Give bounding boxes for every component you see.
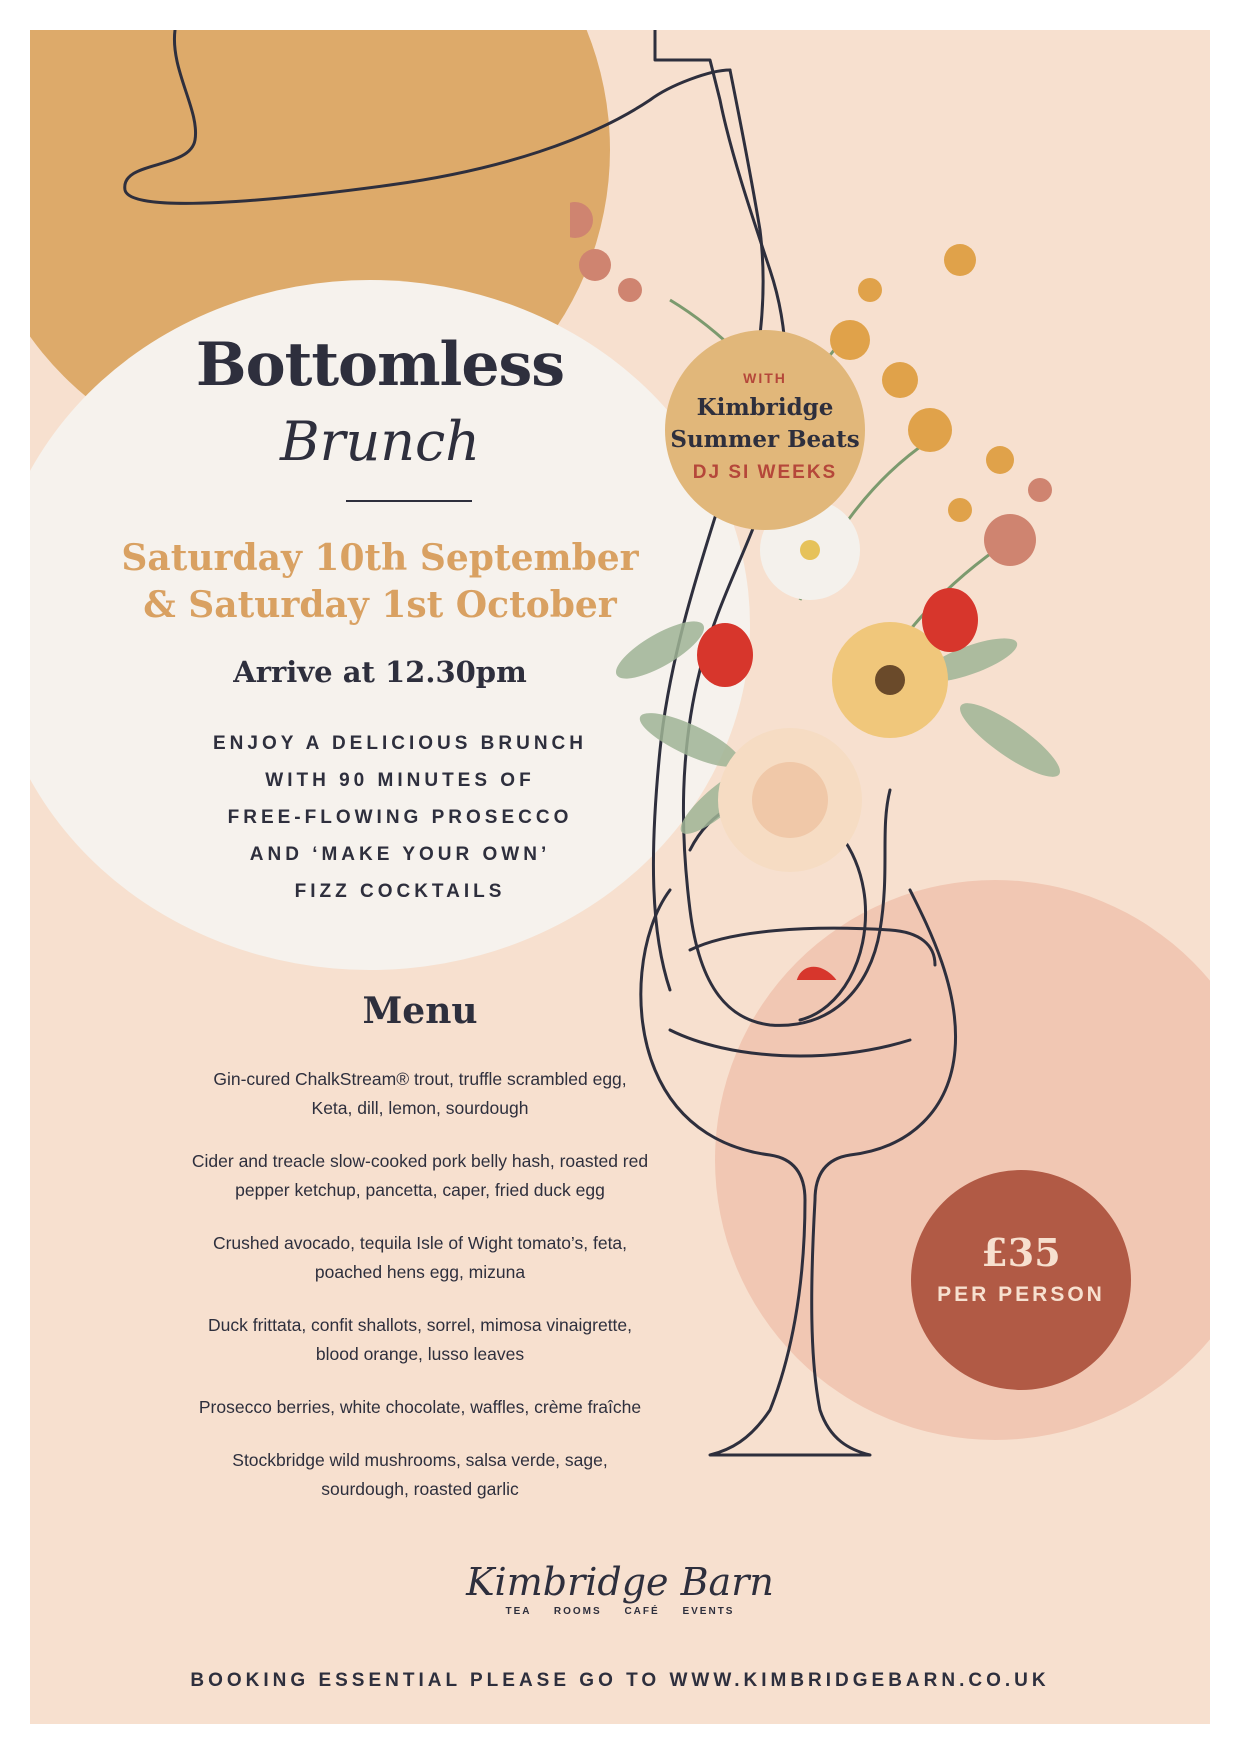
menu-item-line-2: sourdough, roasted garlic (321, 1479, 519, 1499)
event-name-line-1: Kimbridge (696, 394, 834, 421)
menu-item-line-2: poached hens egg, mizuna (314, 1262, 526, 1282)
event-name-line-2: Summer Beats (670, 426, 860, 453)
intro-text (200, 725, 600, 910)
intro-line-3: FREE-FLOWING PROSECCO (227, 807, 573, 828)
menu-item-line-2: blood orange, lusso leaves (315, 1344, 525, 1364)
logo-tagline: TEA ROOMS CAFÉ EVENTS (505, 1606, 735, 1617)
intro-line-1: ENJOY A DELICIOUS BRUNCH (213, 733, 587, 754)
menu-item-line-1: Crushed avocado, tequila Isle of Wight tomato’s, feta, (212, 1233, 628, 1253)
booking-info: BOOKING ESSENTIAL PLEASE GO TO WWW.KIMBRIDGEBARN.CO.UK (190, 1670, 1050, 1691)
menu-item-line-1: Cider and treacle slow-cooked pork belly hash, roasted red (191, 1151, 649, 1171)
arrival-time: Arrive at 12.30pm (233, 655, 527, 689)
title-brunch: Brunch (279, 410, 481, 473)
event-name (665, 392, 865, 456)
menu-item (150, 1229, 690, 1287)
date-line-1: Saturday 10th September (121, 537, 639, 579)
logo-name: Kimbridge Barn (466, 1560, 774, 1604)
title-divider (346, 500, 472, 502)
title-bottomless: Bottomless (195, 330, 565, 400)
event-dates (100, 535, 660, 629)
price-badge (911, 1170, 1131, 1390)
floral-bouquet-illustration (570, 180, 1210, 980)
menu-item (150, 1393, 690, 1422)
menu-item-line-2: pepper ketchup, pancetta, caper, fried duck egg (235, 1180, 605, 1200)
price-amount: £35 (981, 1230, 1061, 1275)
menu-item-line-2: Keta, dill, lemon, sourdough (311, 1098, 529, 1118)
menu-item (150, 1065, 690, 1123)
date-line-2: & Saturday 1st October (143, 584, 617, 626)
dj-badge (665, 330, 865, 530)
menu-item (150, 1147, 690, 1205)
intro-line-2: WITH 90 MINUTES OF (265, 770, 535, 791)
intro-line-4: AND ‘MAKE YOUR OWN’ (249, 844, 551, 865)
menu-item (150, 1446, 690, 1504)
menu-item-line-1: Stockbridge wild mushrooms, salsa verde, sage, (232, 1450, 608, 1470)
price-per-person: PER PERSON (937, 1283, 1105, 1306)
menu-heading: Menu (362, 990, 478, 1032)
intro-line-5: FIZZ COCKTAILS (294, 881, 506, 902)
menu-item-line-1: Duck frittata, confit shallots, sorrel, mimosa vinaigrette, (207, 1315, 633, 1335)
menu-item (150, 1311, 690, 1369)
menu-item-line-1: Gin-cured ChalkStream® trout, truffle scrambled egg, (213, 1069, 627, 1089)
menu-list (150, 1065, 690, 1528)
menu-item-line-1: Prosecco berries, white chocolate, waffles, crème fraîche (198, 1397, 642, 1417)
with-label: WITH (743, 370, 787, 386)
dj-name: DJ SI WEEKS (692, 462, 838, 483)
poster (30, 30, 1210, 1724)
kimbridge-barn-logo (440, 1560, 800, 1617)
